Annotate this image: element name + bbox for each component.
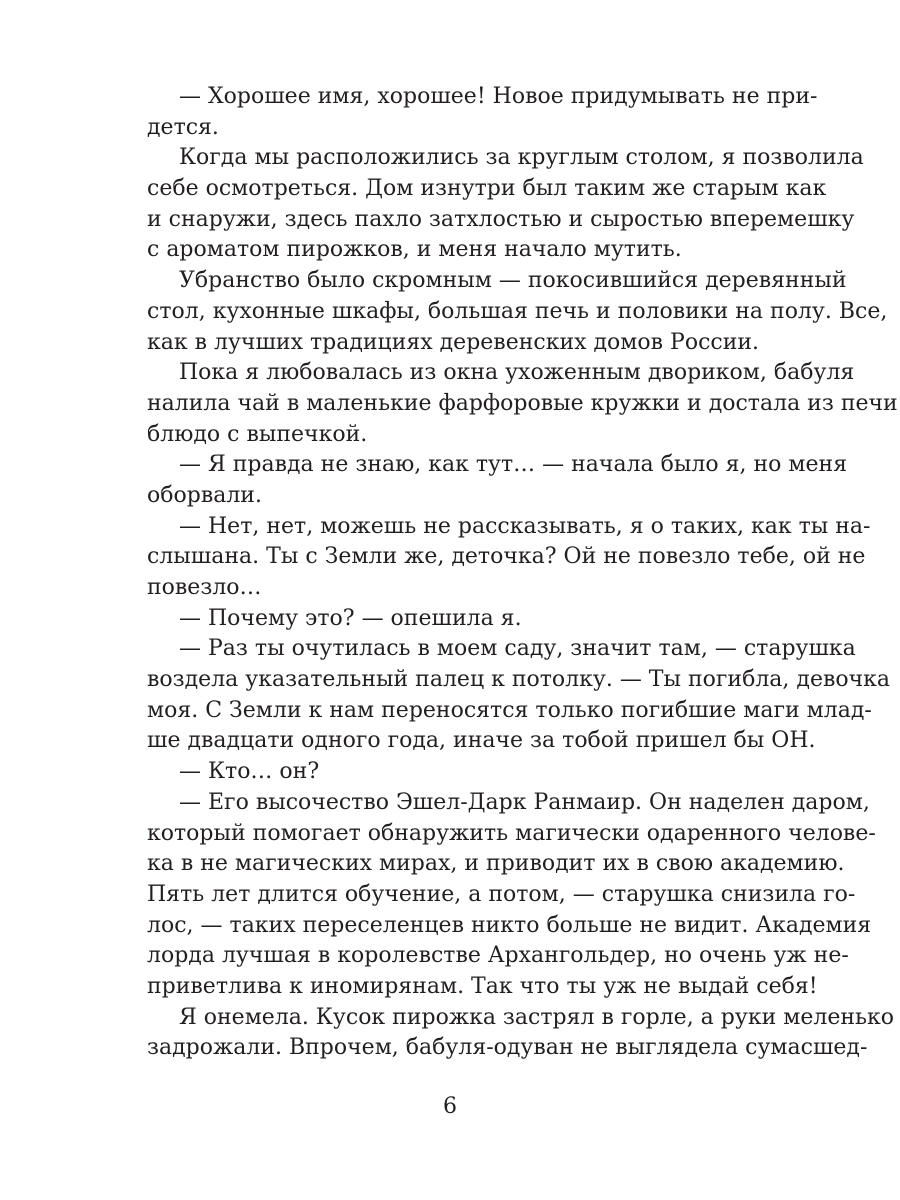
text-line: слышана. Ты с Земли же, деточка? Ой не повезло тебе, ой не — [147, 544, 866, 570]
text-line: — Хорошее имя, хорошее! Новое придумывать не при- — [179, 84, 818, 109]
text-line: налила чай в маленькие фарфоровые кружки и достала из печи — [147, 390, 898, 416]
text-line: — Нет, нет, можешь не рассказывать, я о таких, как ты на- — [179, 513, 871, 539]
text-line: дется. — [147, 114, 219, 140]
text-line: ше двадцати одного года, иначе за тобой пришел бы ОН. — [147, 728, 816, 754]
text-line: — Почему это? — опешила я. — [179, 605, 522, 631]
text-line: как в лучших традициях деревенских домов России. — [147, 329, 760, 355]
text-line: лос, — таких переселенцев никто больше не видит. Академия — [147, 912, 872, 938]
body-text — [147, 82, 898, 1064]
text-line: моя. С Земли к нам переносятся только погибшие маги млад- — [147, 697, 872, 723]
text-line: с ароматом пирожков, и меня начало мутить. — [147, 237, 682, 263]
text-line: и снаружи, здесь пахло затхлостью и сыростью вперемешку — [147, 206, 855, 232]
text-line: воздела указательный палец к потолку. — Ты погибла, девочка — [147, 667, 891, 693]
text-line: Пока я любовалась из окна ухоженным двориком, бабуля — [179, 360, 855, 386]
text-line: который помогает обнаружить магически одаренного челове- — [147, 820, 876, 846]
text-line: Я онемела. Кусок пирожка застрял в горле, а руки меленько — [179, 1004, 894, 1030]
text-line: себе осмотреться. Дом изнутри был таким же старым как — [147, 176, 827, 202]
text-line: стол, кухонные шкафы, большая печь и половики на полу. Все, — [147, 298, 888, 324]
text-line: — Кто… он? — [179, 759, 320, 785]
text-line: — Я правда не знаю, как тут… — начала было я, но меня — [179, 452, 848, 478]
text-line: оборвали. — [147, 482, 262, 508]
text-line: Пять лет длится обучение, а потом, — старушка снизила го- — [147, 881, 856, 907]
page-number: 6 — [443, 1094, 457, 1119]
text-line: Когда мы расположились за круглым столом, я позволила — [179, 145, 864, 171]
text-line: приветлива к иномирянам. Так что ты уж не выдай себя! — [147, 973, 818, 999]
text-line: блюдо с выпечкой. — [147, 421, 368, 447]
text-line: Убранство было скромным — покосившийся деревянный — [179, 268, 847, 294]
text-line: — Его высочество Эшел-Дарк Ранмаир. Он наделен даром, — [179, 789, 870, 815]
text-line: — Раз ты очутилась в моем саду, значит там, — старушка — [179, 636, 856, 662]
text-line: задрожали. Впрочем, бабуля-одуван не выглядела сумасшед- — [147, 1035, 868, 1061]
text-line: ка в не магических мирах, и приводит их в свою академию. — [147, 851, 845, 877]
text-line: повезло… — [147, 575, 262, 600]
text-line: лорда лучшая в королевстве Архангольдер, но очень уж не- — [147, 943, 849, 969]
